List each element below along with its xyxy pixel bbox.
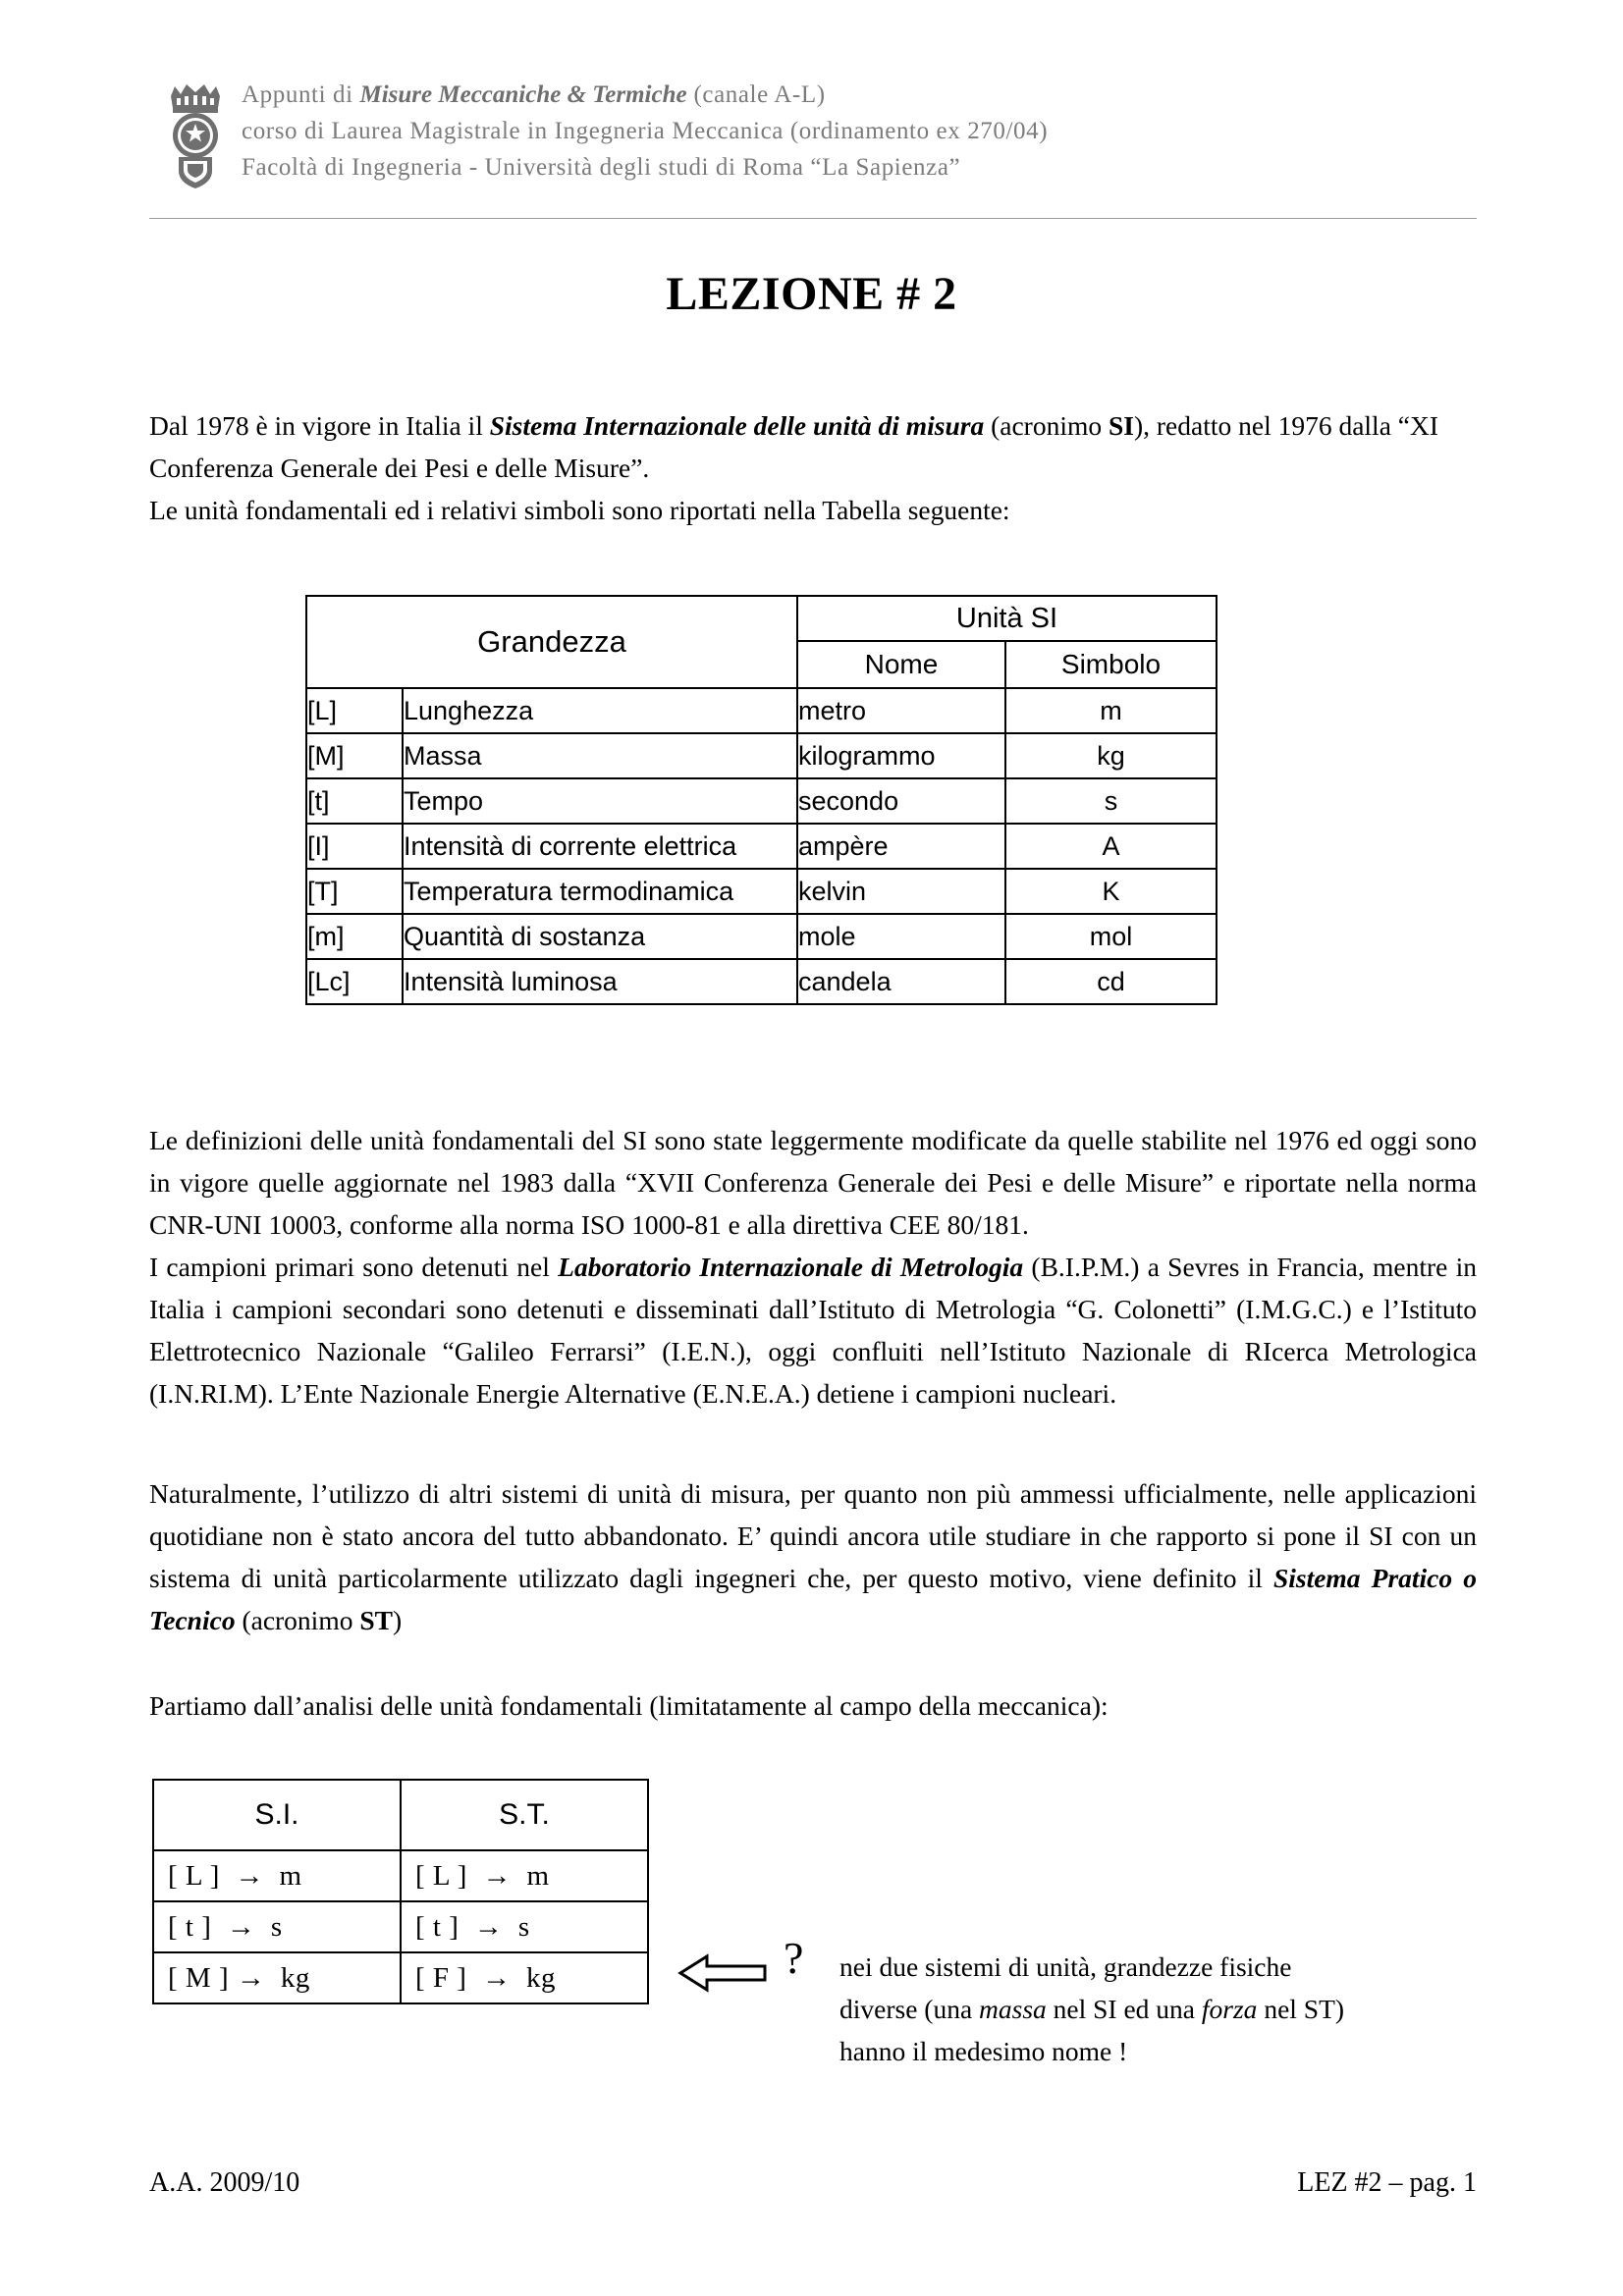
intro-text-p2: Le unità fondamentali ed i relativi simboli sono riportati nella Tabella seguente: [149,495,1010,525]
column-header-st: S.T. [401,1780,648,1850]
table-row [306,869,1217,914]
metrology-lab-emphasis: Laboratorio Internazionale di Metrologia [558,1252,1024,1282]
annotation-note [839,1946,1468,2072]
cell-st-equation: [ L ] → m [401,1850,648,1901]
footer-page-number: LEZ #2 – pag. 1 [1297,2167,1477,2198]
footer-academic-year: A.A. 2009/10 [149,2167,300,2198]
university-crest-icon [165,79,226,188]
table-row [153,1850,648,1901]
table-row [306,688,1217,733]
cell-si-equation: [ t ] → s [153,1901,401,1952]
definitions-text: Le definizioni delle unità fondamentali del SI sono state leggermente modificate da quelle stabilite nel 1976 ed oggi sono in vigore quelle aggiornate nel 1983 dalla “XVII Conferenza Generale dei Pesi e delle Misure” e riportate nella norma CNR-UNI 10003, conforme alla norma ISO 1000-81 e alla direttiva CEE 80/181. [149,1125,1477,1240]
cell-quantity: Quantità di sostanza [403,914,797,959]
column-header-nome: Nome [797,641,1005,688]
column-header-grandezza: Grandezza [306,596,797,688]
cell-quantity: Intensità di corrente elettrica [403,824,797,869]
definitions-paragraph [149,1119,1477,1415]
si-vs-st-table-body [153,1780,648,2003]
technical-system-text-a: Naturalmente, l’utilizzo di altri sistemi di unità di misura, per quanto non più ammessi ufficialmente, nelle applicazioni quotidiane non è stato ancora del tutto abbandonato. E’ quindi ancora utile studiare in che rapporto si pone il SI con un sistema di unità particolarmente utilizzato dagli ingegneri che, per questo motivo, viene definito il [149,1478,1477,1593]
hollow-left-arrow-icon [677,1951,768,1995]
intro-acronym-si: SI [1108,410,1134,441]
cell-dimension: [m] [306,914,403,959]
cell-dimension: [I] [306,824,403,869]
header-line-2: corso di Laurea Magistrale in Ingegneria Meccanica (ordinamento ex 270/04) [242,118,1049,144]
header-line1-emphasis: Misure Meccaniche & Termiche [359,81,687,108]
cell-dimension: [t] [306,778,403,824]
header-line1-suffix: (canale A-L) [686,81,826,108]
cell-unit-name: metro [797,688,1005,733]
cell-quantity: Massa [403,733,797,778]
primary-standards-text-a: I campioni primari sono detenuti nel [149,1252,559,1282]
annotation-line-2-c: nel ST) [1257,1994,1345,2024]
page-header [155,77,1471,186]
column-header-unita-si: Unità SI [797,596,1217,641]
cell-unit-symbol: kg [1005,733,1217,778]
cell-unit-symbol: A [1005,824,1217,869]
intro-emphasis-si-system: Sistema Internazionale delle unità di misura [489,410,985,441]
cell-dimension: [Lc] [306,959,403,1004]
cell-unit-symbol: mol [1005,914,1217,959]
cell-unit-symbol: m [1005,688,1217,733]
intro-paragraph [149,404,1477,531]
annotation-line-2-a: diverse (una [839,1994,980,2024]
technical-system-text-b: (acronimo [235,1605,360,1635]
cell-st-equation: [ t ] → s [401,1901,648,1952]
header-line1-prefix: Appunti di [242,81,360,108]
cell-dimension: [L] [306,688,403,733]
primary-standards-text-b: (B.I.P.M.) a Sevres in Francia, mentre in Italia i campioni secondari sono detenuti e disseminati dall’Istituto di Metrologia “G. Colonetti” (I.M.G.C.) e l’Istituto Elettrotecnico Nazionale “Galileo Ferrarsi” (I.E.N.), oggi confluiti nell’Istituto Nazionale di RIcerca Metrologica (I.N.RI.M). L’Ente Nazionale Energie Alternative (E.N.E.A.) detiene i campioni nucleari. [149,1252,1477,1409]
header-line-1 [242,77,1471,113]
si-vs-st-table [152,1779,649,2004]
cell-unit-name: ampère [797,824,1005,869]
annotation-emphasis-massa: massa [979,1994,1047,2024]
cell-quantity: Temperatura termodinamica [403,869,797,914]
intro-text-a: Dal 1978 è in vigore in Italia il [149,410,490,441]
cell-unit-name: candela [797,959,1005,1004]
table-row [306,959,1217,1004]
intro-text-c: ), redatto nel 1976 dalla “XI Conferenza Generale dei Pesi e delle Misure”. [149,410,1439,483]
cell-unit-symbol: cd [1005,959,1217,1004]
cell-st-equation: [ F ] → kg [401,1952,648,2003]
cell-quantity: Intensità luminosa [403,959,797,1004]
column-header-simbolo: Simbolo [1005,641,1217,688]
table-row [306,914,1217,959]
table-row [306,824,1217,869]
cell-quantity: Lunghezza [403,688,797,733]
annotation-line-2-b: nel SI ed una [1046,1994,1202,2024]
si-units-table-head [306,596,1217,688]
si-units-table-body [306,688,1217,1004]
annotation-line-3: hanno il medesimo nome ! [839,2036,1128,2066]
header-divider [149,218,1477,219]
acronym-st: ST [359,1605,393,1635]
question-mark-marker: ? [784,1933,804,1983]
column-header-si: S.I. [153,1780,401,1850]
table-row [153,1952,648,2003]
table-row [306,733,1217,778]
technical-system-emphasis: Sistema Pratico o Tecnico [149,1563,1477,1635]
technical-system-text-c: ) [392,1605,403,1635]
table-header-row [153,1780,648,1850]
cell-si-equation: [ L ] → m [153,1850,401,1901]
table-row [153,1901,648,1952]
si-units-table [305,595,1217,1005]
analysis-intro-paragraph: Partiamo dall’analisi delle unità fondamentali (limitatamente al campo della meccanica): [149,1690,1109,1721]
cell-unit-symbol: K [1005,869,1217,914]
cell-unit-symbol: s [1005,778,1217,824]
page-title: LEZIONE # 2 [666,268,957,320]
cell-unit-name: kilogrammo [797,733,1005,778]
cell-unit-name: secondo [797,778,1005,824]
intro-text-b: (acronimo [984,410,1109,441]
technical-system-paragraph [149,1472,1477,1641]
annotation-emphasis-forza: forza [1201,1994,1258,2024]
cell-unit-name: kelvin [797,869,1005,914]
cell-dimension: [T] [306,869,403,914]
cell-dimension: [M] [306,733,403,778]
cell-quantity: Tempo [403,778,797,824]
cell-unit-name: mole [797,914,1005,959]
annotation-line-1: nei due sistemi di unità, grandezze fisiche [839,1951,1292,1982]
cell-si-equation: [ M ] → kg [153,1952,401,2003]
table-row [306,778,1217,824]
header-line-3: Facoltà di Ingegneria - Università degli studi di Roma “La Sapienza” [242,154,961,181]
table-header-row-1 [306,596,1217,641]
